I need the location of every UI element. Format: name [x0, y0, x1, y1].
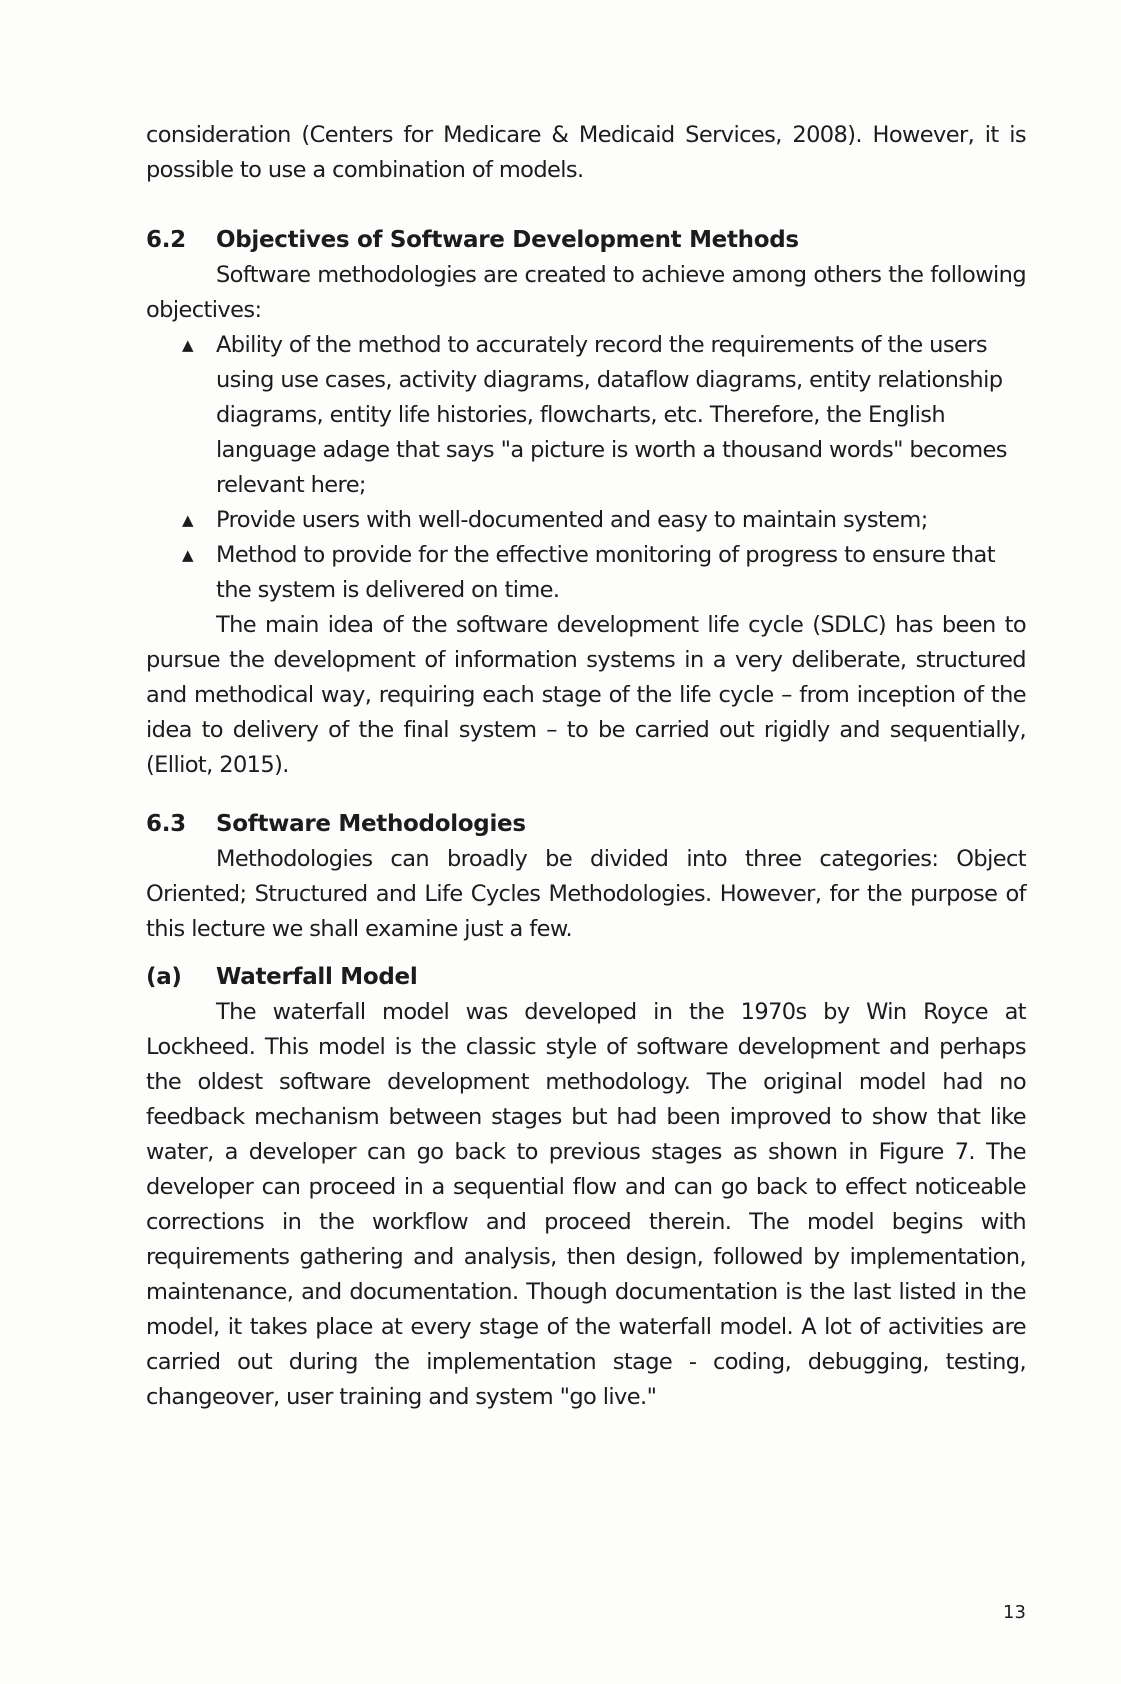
- list-item-text: Provide users with well-documented and easy to maintain system;: [216, 507, 928, 533]
- page-number: 13: [1003, 1602, 1026, 1623]
- sdlc-paragraph: The main idea of the software development life cycle (SDLC) has been to pursue the development of information systems in a very deliberate, structured and methodical way, requiring each stage of the life cycle – from inception of the idea to delivery of the final system – to be carried out rigidly and sequentially, (Elliot, 2015).: [146, 612, 1026, 778]
- list-item-text: Method to provide for the effective monitoring of progress to ensure that the system is delivered on time.: [216, 542, 995, 603]
- triangle-bullet-icon: ▲: [182, 511, 193, 529]
- list-item: [146, 328, 1026, 503]
- list-item-text: Ability of the method to accurately record the requirements of the users using use cases, activity diagrams, dataflow diagrams, entity relationship diagrams, entity life histories, flowcharts, etc. Therefore, the English language adage that says "a picture is worth a thousand words" becomes relevant here;: [216, 332, 1007, 498]
- section-6-2-intro: Software methodologies are created to achieve among others the following objectives:: [146, 262, 1026, 323]
- subsection-a-heading: [146, 960, 1026, 995]
- subsection-a-title: Waterfall Model: [216, 964, 418, 990]
- section-6-3-heading: [146, 807, 1026, 842]
- section-6-3-number: 6.3: [146, 811, 186, 837]
- list-item: [146, 538, 1026, 608]
- page-content: [146, 118, 1026, 1415]
- section-6-2-heading: [146, 223, 1026, 258]
- triangle-bullet-icon: ▲: [182, 546, 193, 564]
- subsection-a-label: (a): [146, 964, 182, 990]
- list-item: [146, 503, 1026, 538]
- section-6-3-paragraph: Methodologies can broadly be divided into three categories: Object Oriented; Structured and Life Cycles Methodologies. However, for the purpose of this lecture we shall examine just a few.: [146, 846, 1026, 942]
- triangle-bullet-icon: ▲: [182, 336, 193, 354]
- section-6-2-number: 6.2: [146, 227, 186, 253]
- objectives-list: [146, 328, 1026, 608]
- section-6-3-title: Software Methodologies: [216, 811, 526, 837]
- waterfall-paragraph: The waterfall model was developed in the 1970s by Win Royce at Lockheed. This model is the classic style of software development and perhaps the oldest software development methodology. The original model had no feedback mechanism between stages but had been improved to show that like water, a developer can go back to previous stages as shown in Figure 7. The developer can proceed in a sequential flow and can go back to effect noticeable corrections in the workflow and proceed therein. The model begins with requirements gathering and analysis, then design, followed by implementation, maintenance, and documentation. Though documentation is the last listed in the model, it takes place at every stage of the waterfall model. A lot of activities are carried out during the implementation stage - coding, debugging, testing, changeover, user training and system "go live.": [146, 999, 1026, 1410]
- section-6-2-title: Objectives of Software Development Methods: [216, 227, 799, 253]
- intro-continuation-paragraph: consideration (Centers for Medicare & Medicaid Services, 2008). However, it is possible to use a combination of models.: [146, 122, 1026, 183]
